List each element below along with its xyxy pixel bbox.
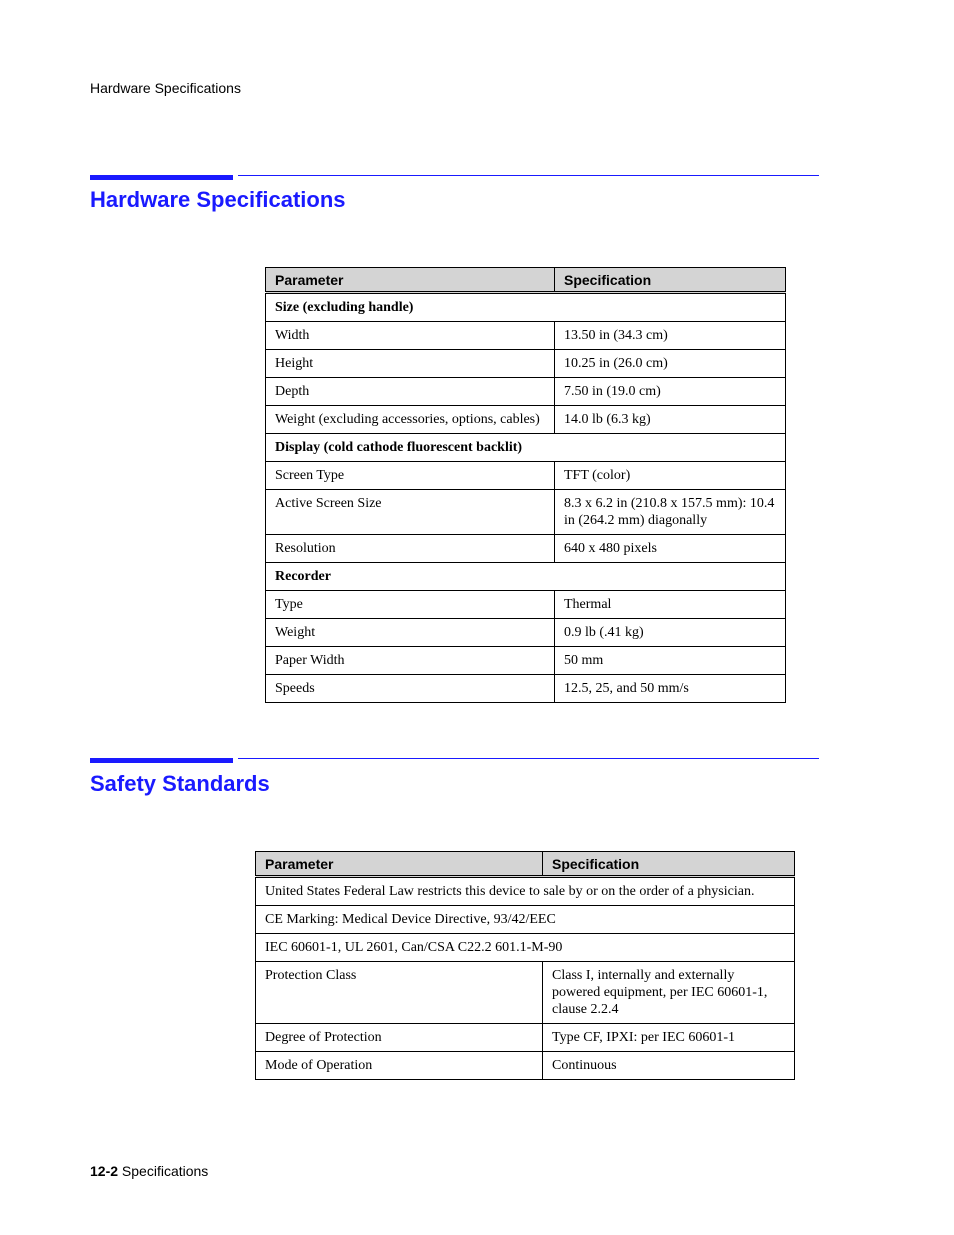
table-row [256, 1052, 795, 1080]
hardware-spec-table [265, 267, 786, 703]
column-header-parameter: Parameter [266, 268, 555, 293]
group-row [266, 563, 786, 591]
footer-chapter: Specifications [121, 1163, 209, 1179]
table-row [266, 490, 786, 535]
table-row [256, 1024, 795, 1052]
parameter-cell: Height [266, 350, 555, 378]
section-rule-thick [90, 175, 233, 180]
column-header-parameter: Parameter [256, 852, 543, 877]
table-row [266, 535, 786, 563]
running-header: Hardware Specifications [90, 80, 241, 96]
specification-cell: 14.0 lb (6.3 kg) [555, 406, 786, 434]
column-header-specification: Specification [555, 268, 786, 293]
section-rule-thick [90, 758, 233, 763]
specification-cell: 0.9 lb (.41 kg) [555, 619, 786, 647]
parameter-cell: Mode of Operation [256, 1052, 543, 1080]
parameter-cell: Type [266, 591, 555, 619]
specification-cell: Type CF, IPXI: per IEC 60601-1 [543, 1024, 795, 1052]
page-footer [90, 1163, 208, 1179]
parameter-cell: Depth [266, 378, 555, 406]
table-row [266, 675, 786, 703]
table-row [266, 647, 786, 675]
group-row [266, 434, 786, 462]
hardware-section-title: Hardware Specifications [90, 187, 346, 212]
specification-cell: 640 x 480 pixels [555, 535, 786, 563]
parameter-cell: Resolution [266, 535, 555, 563]
parameter-cell: Width [266, 322, 555, 350]
specification-cell: 50 mm [555, 647, 786, 675]
table-row [266, 591, 786, 619]
parameter-cell: Speeds [266, 675, 555, 703]
full-width-cell: IEC 60601-1, UL 2601, Can/CSA C22.2 601.1-M-90 [256, 934, 795, 962]
section-rule-thin [238, 758, 819, 759]
table-row [266, 322, 786, 350]
specification-cell: Thermal [555, 591, 786, 619]
safety-section-title: Safety Standards [90, 771, 270, 796]
table-row [256, 934, 795, 962]
group-label: Display (cold cathode fluorescent backlit) [266, 434, 786, 462]
parameter-cell: Protection Class [256, 962, 543, 1024]
specification-cell: 10.25 in (26.0 cm) [555, 350, 786, 378]
group-label: Recorder [266, 563, 786, 591]
parameter-cell: Degree of Protection [256, 1024, 543, 1052]
specification-cell: 12.5, 25, and 50 mm/s [555, 675, 786, 703]
table-row [256, 877, 795, 906]
specification-cell: 7.50 in (19.0 cm) [555, 378, 786, 406]
specification-cell: 13.50 in (34.3 cm) [555, 322, 786, 350]
specification-cell: TFT (color) [555, 462, 786, 490]
specification-cell: Class I, internally and externally powered equipment, per IEC 60601-1, clause 2.2.4 [543, 962, 795, 1024]
specification-cell: 8.3 x 6.2 in (210.8 x 157.5 mm): 10.4 in (264.2 mm) diagonally [555, 490, 786, 535]
table-row [256, 906, 795, 934]
parameter-cell: Weight (excluding accessories, options, cables) [266, 406, 555, 434]
safety-spec-table [255, 851, 795, 1080]
group-row [266, 293, 786, 322]
table-row [266, 406, 786, 434]
table-row [266, 350, 786, 378]
table-row [266, 378, 786, 406]
parameter-cell: Weight [266, 619, 555, 647]
table-row [266, 462, 786, 490]
table-header-row [266, 268, 786, 293]
parameter-cell: Paper Width [266, 647, 555, 675]
page-number: 12-2 [90, 1163, 119, 1179]
specification-cell: Continuous [543, 1052, 795, 1080]
full-width-cell: CE Marking: Medical Device Directive, 93/42/EEC [256, 906, 795, 934]
parameter-cell: Screen Type [266, 462, 555, 490]
table-header-row [256, 852, 795, 877]
parameter-cell: Active Screen Size [266, 490, 555, 535]
section-rule-thin [238, 175, 819, 176]
full-width-cell: United States Federal Law restricts this device to sale by or on the order of a physician. [256, 877, 795, 906]
table-row [266, 619, 786, 647]
column-header-specification: Specification [543, 852, 795, 877]
group-label: Size (excluding handle) [266, 293, 786, 322]
table-row [256, 962, 795, 1024]
